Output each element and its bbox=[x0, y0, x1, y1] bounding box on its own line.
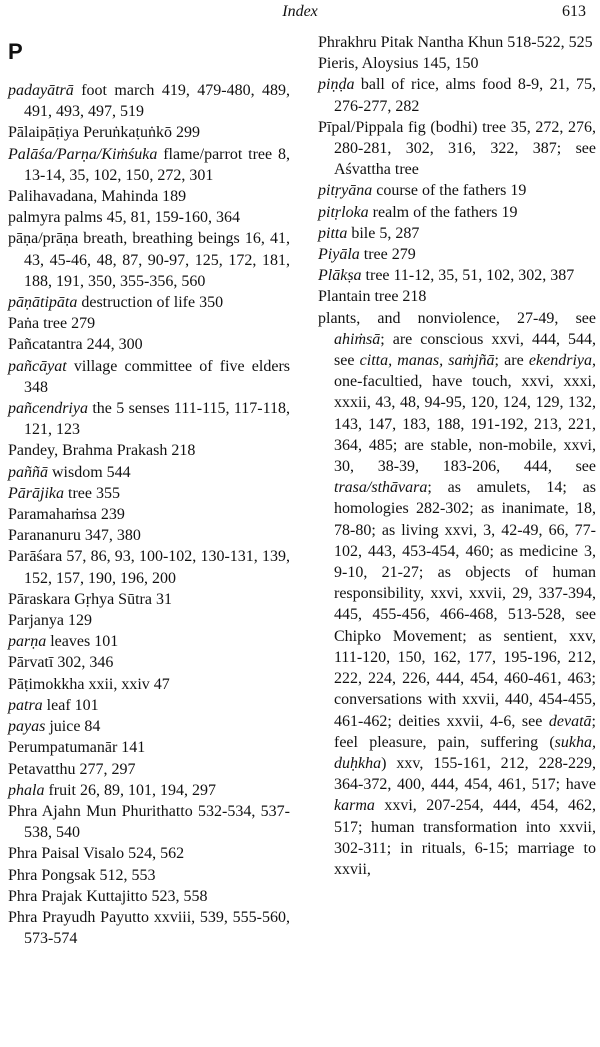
index-entry bbox=[8, 610, 290, 631]
index-entry bbox=[8, 843, 290, 864]
entry-term-italic: karma bbox=[334, 797, 375, 815]
entry-text: Phrakhru Pitak Nantha Khun 518-522, 525 bbox=[318, 34, 593, 51]
index-entry bbox=[318, 117, 596, 181]
entry-text: palmyra palms 45, 81, 159-160, 364 bbox=[8, 209, 240, 227]
entry-term-italic: sukha, duḥkha bbox=[334, 733, 596, 772]
page-number: 613 bbox=[562, 3, 586, 20]
entry-text: juice 84 bbox=[45, 718, 101, 736]
entry-text: Petavatthu 277, 297 bbox=[8, 760, 136, 778]
entry-text: Parjanya 129 bbox=[8, 612, 92, 630]
running-title: Index bbox=[282, 3, 318, 20]
index-entry bbox=[8, 122, 290, 143]
entry-text: Pañcatantra 244, 300 bbox=[8, 336, 143, 354]
entry-text: Phra Pongsak 512, 553 bbox=[8, 866, 156, 884]
index-entry bbox=[8, 716, 290, 737]
entry-term-italic: pāṇātipāta bbox=[8, 294, 78, 312]
entry-term-italic: piṇḍa bbox=[318, 76, 355, 94]
index-entry bbox=[8, 737, 290, 758]
index-entry bbox=[8, 652, 290, 673]
entry-text: Perumpatumanār 141 bbox=[8, 739, 146, 757]
index-entry bbox=[318, 244, 596, 265]
index-entry bbox=[8, 144, 290, 186]
entry-term-italic: Plākṣa bbox=[318, 267, 362, 285]
index-entry bbox=[8, 801, 290, 843]
entry-term-italic: Pārājika bbox=[8, 484, 64, 502]
index-entry bbox=[8, 292, 290, 313]
index-entry bbox=[8, 759, 290, 780]
entry-text: Pandey, Brahma Prakash 218 bbox=[8, 442, 196, 460]
index-entry bbox=[8, 356, 290, 398]
letter-heading: P bbox=[8, 39, 23, 64]
entry-term-italic: Palāśa/Parṇa/Kiṁśuka bbox=[8, 145, 158, 163]
entry-text: Pieris, Aloysius 145, 150 bbox=[318, 55, 479, 73]
right-entries bbox=[318, 32, 596, 880]
entry-text: ball of rice, alms food 8-9, 21, 75, 276-277, 282 bbox=[334, 76, 596, 115]
entry-text: Phra Prayudh Payutto xxviii, 539, 555-560, 573-574 bbox=[8, 908, 290, 948]
index-entry bbox=[8, 589, 290, 610]
entry-text: leaves 101 bbox=[46, 633, 119, 651]
entry-text: the 5 senses 111-115, 117-118, 121, 123 bbox=[24, 400, 290, 439]
index-entry bbox=[8, 780, 290, 801]
entry-term-italic: ahiṁsā bbox=[334, 330, 381, 348]
index-entry bbox=[318, 180, 596, 201]
entry-term-italic: parṇa bbox=[8, 633, 47, 651]
index-entry bbox=[8, 631, 290, 652]
entry-text: flame/parrot tree 8, 13-14, 35, 102, 150, 272, 301 bbox=[24, 145, 290, 184]
entry-text: pāṇa/prāṇa breath, breathing beings 16, 41, 43, 45-46, 48, 87, 90-97, 125, 172, 181, 188, 191, 350, 355-356, 560 bbox=[8, 230, 290, 290]
entry-term-italic: ekendriya bbox=[528, 352, 592, 370]
entry-text: realm of the fathers 19 bbox=[368, 203, 518, 221]
index-entry bbox=[8, 440, 290, 461]
entry-text: foot march 419, 479-480, 489, 491, 493, 497, 519 bbox=[24, 82, 290, 121]
index-entry bbox=[8, 334, 290, 355]
index-entry bbox=[318, 308, 596, 880]
entry-text: Phra Paisal Visalo 524, 562 bbox=[8, 845, 185, 863]
entry-text: tree 355 bbox=[64, 484, 120, 502]
entry-term-italic: trasa/sthāvara bbox=[334, 479, 428, 497]
index-entry bbox=[8, 674, 290, 695]
entry-text: xxvi, 207-254, 444, 454, 462, 517; human transformation into xxvii, 302-311; in rituals, 6-15; marriage to xxvii, bbox=[334, 797, 596, 878]
entry-text: Pālaipāṭiya Peruṅkaṭuṅkō 299 bbox=[8, 124, 200, 142]
index-entry bbox=[318, 202, 596, 223]
index-entry bbox=[318, 223, 596, 244]
entry-term-italic: pitṛloka bbox=[318, 203, 369, 221]
entry-term-italic: payas bbox=[8, 718, 46, 736]
index-entry bbox=[8, 228, 290, 292]
index-entry bbox=[318, 74, 596, 116]
entry-text: tree 11-12, 35, 51, 102, 302, 387 bbox=[361, 267, 575, 285]
entry-term-italic: pañcāyat bbox=[8, 357, 67, 375]
entry-text: Pārvatī 302, 346 bbox=[8, 654, 114, 672]
entry-term-italic: pañcendriya bbox=[8, 400, 88, 418]
index-entry bbox=[8, 865, 290, 886]
index-entry bbox=[8, 186, 290, 207]
entry-text: Phra Prajak Kuttajitto 523, 558 bbox=[8, 887, 208, 905]
index-entry bbox=[8, 313, 290, 334]
entry-term-italic: pitṛyāna bbox=[318, 182, 373, 200]
index-entry bbox=[318, 32, 596, 53]
index-entry bbox=[318, 53, 596, 74]
entry-term-italic: padayātrā bbox=[8, 82, 74, 99]
entry-text: Pāraskara Gṛhya Sūtra 31 bbox=[8, 590, 172, 608]
entry-text: Plantain tree 218 bbox=[318, 288, 427, 306]
index-entry bbox=[8, 398, 290, 440]
entry-text: Palihavadana, Mahinda 189 bbox=[8, 188, 187, 206]
entry-text: ; are bbox=[494, 352, 529, 370]
page-header bbox=[0, 0, 600, 32]
entry-text: Parananuru 347, 380 bbox=[8, 527, 141, 545]
index-entry bbox=[8, 695, 290, 716]
entry-term-italic: pitta bbox=[318, 224, 348, 242]
left-entries bbox=[8, 80, 290, 949]
index-entry bbox=[8, 207, 290, 228]
entry-text: ; feel pleasure, pain, suffering ( bbox=[334, 712, 596, 751]
entry-term-italic: devatā bbox=[548, 712, 592, 730]
entry-text: tree 279 bbox=[359, 246, 416, 264]
entry-text: ; are conscious xxvi, 444, 544, see bbox=[334, 330, 596, 370]
entry-term-italic: Piyāla bbox=[318, 246, 360, 264]
index-entry bbox=[8, 886, 290, 907]
index-entry bbox=[8, 483, 290, 504]
entry-text: Phra Ajahn Mun Phurithatto 532-534, 537-538, 540 bbox=[8, 802, 290, 842]
index-entry bbox=[8, 907, 290, 949]
entry-text: Pāṭimokkha xxii, xxiv 47 bbox=[8, 675, 170, 693]
entry-text: ) xxv, 155-161, 212, 228-229, 364-372, 400, 444, 454, 461, 517; have bbox=[334, 754, 596, 794]
index-entry bbox=[318, 286, 596, 307]
index-column-right bbox=[318, 32, 596, 880]
entry-text: bile 5, 287 bbox=[347, 224, 420, 242]
entry-text: destruction of life 350 bbox=[77, 294, 224, 312]
entry-text: leaf 101 bbox=[42, 696, 99, 714]
entry-text: plants, and nonviolence, 27-49, see bbox=[318, 309, 596, 327]
index-entry bbox=[8, 546, 290, 588]
entry-text: Pīpal/Pippala fig (bodhi) tree 35, 272, 276, 280-281, 302, 316, 322, 387; see Aśvattha tree bbox=[318, 118, 596, 179]
index-entry bbox=[8, 462, 290, 483]
entry-text: Parāśara 57, 86, 93, 100-102, 130-131, 139, 152, 157, 190, 196, 200 bbox=[8, 548, 290, 587]
index-entry bbox=[318, 265, 596, 286]
entry-term-italic: paññā bbox=[8, 463, 48, 481]
index-column-left bbox=[8, 32, 290, 949]
entry-term-italic: patra bbox=[8, 696, 43, 714]
entry-text: wisdom 544 bbox=[48, 463, 131, 481]
entry-text: Paramahaṁsa 239 bbox=[8, 506, 125, 524]
entry-term-italic: citta, manas, saṁjñā bbox=[359, 352, 495, 370]
entry-text: course of the fathers 19 bbox=[372, 182, 527, 200]
entry-text: , one-facultied, have touch, xxvi, xxxi, xxxii, 43, 48, 94-95, 120, 124, 129, 132, 143, 147, 183, 188, 191-192, 213, 221, 364, 485; are stable, non-mobile, xxvi, 30, 38-39, 183-206, 444, see bbox=[334, 352, 596, 476]
index-entry bbox=[8, 525, 290, 546]
entry-text: Paṅa tree 279 bbox=[8, 315, 96, 333]
entry-text: ; as amulets, 14; as homologies 282-302; as inanimate, 18, 78-80; as living xxvi, 3, 42-49, 66, 77-102, 443, 453-454, 460; as medicine 3, 9-10, 21-27; as objects of human responsibility, xxvi, xxvii, 29, 337-394, 445, 455-456, 466-468, 513-528, see Chipko Movement; as sentient, xxv, 111-120, 150, 162, 177, 195-196, 212, 222, 224, 226, 444, 454, 460-461, 463; conversations with xxvii, 440, 454-455, 461-462; deities xxvii, 4-6, see bbox=[334, 479, 596, 730]
index-entry bbox=[8, 504, 290, 525]
entry-term-italic: phala bbox=[8, 781, 45, 799]
index-entry bbox=[8, 80, 290, 122]
entry-text: fruit 26, 89, 101, 194, 297 bbox=[44, 781, 216, 799]
entry-text: village committee of five elders 348 bbox=[24, 357, 290, 396]
